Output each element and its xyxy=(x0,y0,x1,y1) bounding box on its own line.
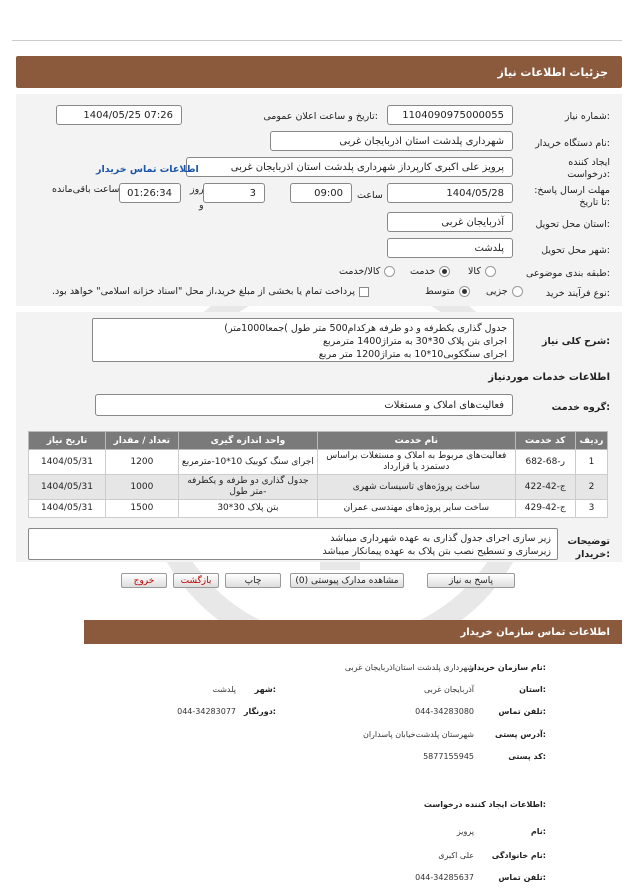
page-title-bar xyxy=(16,56,622,88)
need-number-field: 1104090975000055 xyxy=(387,105,513,125)
description-box xyxy=(92,318,514,362)
contact-city-value: پلدشت xyxy=(212,685,236,694)
process-option-minor-label: جزیی xyxy=(486,286,508,297)
page-title: جزئیات اطلاعات نیاز xyxy=(497,65,608,79)
creator-name-label: نام: xyxy=(530,827,546,836)
top-divider xyxy=(12,40,622,41)
description-label: شرح کلی نیاز: xyxy=(541,336,610,347)
service-date: 1404/05/31 xyxy=(29,475,106,500)
attachments-button[interactable]: مشاهده مدارک پیوستی (0) xyxy=(290,573,404,588)
checkbox-icon[interactable] xyxy=(359,287,369,297)
table-row xyxy=(29,450,608,475)
service-date: 1404/05/31 xyxy=(29,500,106,518)
days-suffix: و xyxy=(199,200,204,211)
deadline-time-label: ساعت xyxy=(357,190,383,201)
column-header: تاریخ نیاز xyxy=(29,432,106,450)
back-button[interactable]: بازگشت xyxy=(173,573,219,588)
row-index: 3 xyxy=(575,500,607,518)
contact-phone-label: تلفن تماس: xyxy=(498,707,546,716)
category-option-mixed[interactable] xyxy=(339,266,395,277)
description-line-1: جدول گذاری یکطرفه و دو طرفه هرکدام500 متر طول )جمعا1000متر) xyxy=(224,323,507,334)
exit-button[interactable]: خروج xyxy=(121,573,167,588)
service-code: ج-42-422 xyxy=(515,475,575,500)
description-line-3: اجرای سنگکوبی10*10 به متراژ1200 متر مربع xyxy=(318,349,507,360)
org-name-label: نام سازمان خریدار: xyxy=(469,663,546,672)
buyer-label: نام دستگاه خریدار: xyxy=(535,138,610,149)
reply-button[interactable]: پاسخ به نیاز xyxy=(427,573,515,588)
services-table xyxy=(28,431,608,518)
service-name: ساخت سایر پروژه‌های مهندسی عمران xyxy=(318,500,516,518)
category-option-service[interactable] xyxy=(410,266,450,277)
city-field: پلدشت xyxy=(387,238,513,258)
row-index: 2 xyxy=(575,475,607,500)
service-code: ر-68-682 xyxy=(515,450,575,475)
radio-icon[interactable] xyxy=(384,266,395,277)
services-title: اطلاعات خدمات موردنیاز xyxy=(488,372,610,383)
deadline-time-field: 09:00 xyxy=(290,183,352,203)
treasury-payment-option[interactable] xyxy=(52,286,369,297)
need-number-label: شماره نیاز: xyxy=(564,111,610,122)
creator-family-label: نام خانوادگی: xyxy=(491,851,546,860)
description-line-2: اجرای بتن پلاک 30*30 به متراژ1400 مترمربع xyxy=(322,336,507,347)
buyer-notes-line-2: زیرسازی و تسطیح نصب بتن پلاک به عهده پیمانکار میباشد xyxy=(322,546,551,557)
announce-date-field: 1404/05/25 07:26 xyxy=(56,105,182,125)
radio-selected-icon[interactable] xyxy=(439,266,450,277)
service-name: ساخت پروژه‌های تاسیسات شهری xyxy=(318,475,516,500)
services-table-wrap xyxy=(28,431,608,518)
print-button[interactable]: چاپ xyxy=(225,573,281,588)
buyer-notes-line-1: زیر سازی اجرای جدول گذاری به عهده شهرداری میباشد xyxy=(330,533,551,544)
column-header: کد خدمت xyxy=(515,432,575,450)
address-label: آدرس پستی: xyxy=(495,730,546,739)
contact-section-title: اطلاعات تماس سازمان خریدار xyxy=(460,626,610,638)
service-group-label: گروه خدمت: xyxy=(551,402,610,413)
org-name-value: شهرداری پلدشت استان‌اذربایجان غربی xyxy=(344,663,474,672)
announce-date-label: تاریخ و ساعت اعلان عمومی: xyxy=(263,111,378,122)
process-label: نوع فرآیند خرید: xyxy=(545,288,610,299)
service-qty: 1200 xyxy=(105,450,178,475)
contact-phone-value: 044-34283080 xyxy=(415,707,474,716)
category-option-goods[interactable] xyxy=(468,266,496,277)
contact-province-label: استان: xyxy=(519,685,546,694)
column-header: تعداد / مقدار xyxy=(105,432,178,450)
buyer-contact-link[interactable]: اطلاعات تماس خریدار xyxy=(96,164,199,175)
service-code: ج-42-429 xyxy=(515,500,575,518)
radio-icon[interactable] xyxy=(512,286,523,297)
service-unit: جدول گذاری دو طرفه و یکطرفه -متر طول xyxy=(178,475,317,500)
remaining-time-field: 01:26:34 xyxy=(119,183,181,203)
column-header: ردیف xyxy=(575,432,607,450)
postal-code-value: 5877155945 xyxy=(423,752,474,761)
creator-phone-label: تلفن تماس: xyxy=(498,873,546,882)
radio-icon[interactable] xyxy=(485,266,496,277)
days-label: روز xyxy=(190,184,204,195)
table-header-row xyxy=(29,432,608,450)
radio-selected-icon[interactable] xyxy=(459,286,470,297)
category-option-goods-label: کالا xyxy=(468,266,481,277)
creator-family-value: علی اکبری xyxy=(438,851,474,860)
creator-name-value: پرویز xyxy=(456,827,474,836)
service-group-field: فعالیت‌های املاک و مستغلات xyxy=(95,394,513,416)
category-option-mixed-label: کالا/خدمت xyxy=(339,266,381,277)
table-row xyxy=(29,500,608,518)
process-option-medium-label: متوسط xyxy=(425,286,455,297)
column-header: واحد اندازه گیری xyxy=(178,432,317,450)
creator-field: پرویز علی اکبری کارپرداز شهرداری پلدشت استان اذربایجان غربی xyxy=(186,157,513,177)
city-label: شهر محل تحویل: xyxy=(541,245,610,256)
province-label: استان محل تحویل: xyxy=(535,219,610,230)
buyer-notes-box xyxy=(28,528,558,560)
column-header: نام خدمت xyxy=(318,432,516,450)
contact-city-label: شهر: xyxy=(254,685,276,694)
remaining-time-label: ساعت باقی‌مانده xyxy=(52,184,120,195)
process-option-medium[interactable] xyxy=(425,286,470,297)
buyer-field: شهرداری پلدشت استان اذربایجان غربی xyxy=(270,131,513,151)
service-date: 1404/05/31 xyxy=(29,450,106,475)
deadline-label: مهلت ارسال پاسخ: تا تاریخ: xyxy=(534,185,610,208)
province-field: آذربایجان غربی xyxy=(387,212,513,232)
service-qty: 1500 xyxy=(105,500,178,518)
fax-label: دورنگار: xyxy=(243,707,276,716)
creator-phone-value: 044-34285637 xyxy=(415,873,474,882)
process-option-minor[interactable] xyxy=(486,286,523,297)
creator-info-title: اطلاعات ایجاد کننده درخواست: xyxy=(423,800,546,809)
service-name: فعالیت‌های مربوط به املاک و مستغلات براساس دستمزد یا قرارداد xyxy=(318,450,516,475)
buyer-notes-label: توضیحات خریدار: xyxy=(567,536,610,560)
row-index: 1 xyxy=(575,450,607,475)
contact-section-title-bar xyxy=(84,620,622,644)
days-field: 3 xyxy=(203,183,265,203)
category-option-service-label: خدمت xyxy=(410,266,436,277)
service-unit: بتن پلاک 30*30 xyxy=(178,500,317,518)
deadline-date-field: 1404/05/28 xyxy=(387,183,513,203)
treasury-payment-note: پرداخت تمام یا بخشی از مبلغ خرید،از محل "اسناد خزانه اسلامی" خواهد بود. xyxy=(52,286,355,297)
fax-value: 044-34283077 xyxy=(177,707,236,716)
service-unit: اجرای سنگ کوبیک 10*10-مترمربع xyxy=(178,450,317,475)
creator-label: ایجاد کننده درخواست: xyxy=(567,157,610,180)
address-value: شهرستان پلدشت‌خیابان پاسداران xyxy=(362,730,474,739)
postal-code-label: کد پستی: xyxy=(508,752,546,761)
category-label: طبقه بندی موضوعی: xyxy=(525,268,610,279)
table-row xyxy=(29,475,608,500)
contact-province-value: آذربایجان غربی xyxy=(423,685,474,694)
service-qty: 1000 xyxy=(105,475,178,500)
